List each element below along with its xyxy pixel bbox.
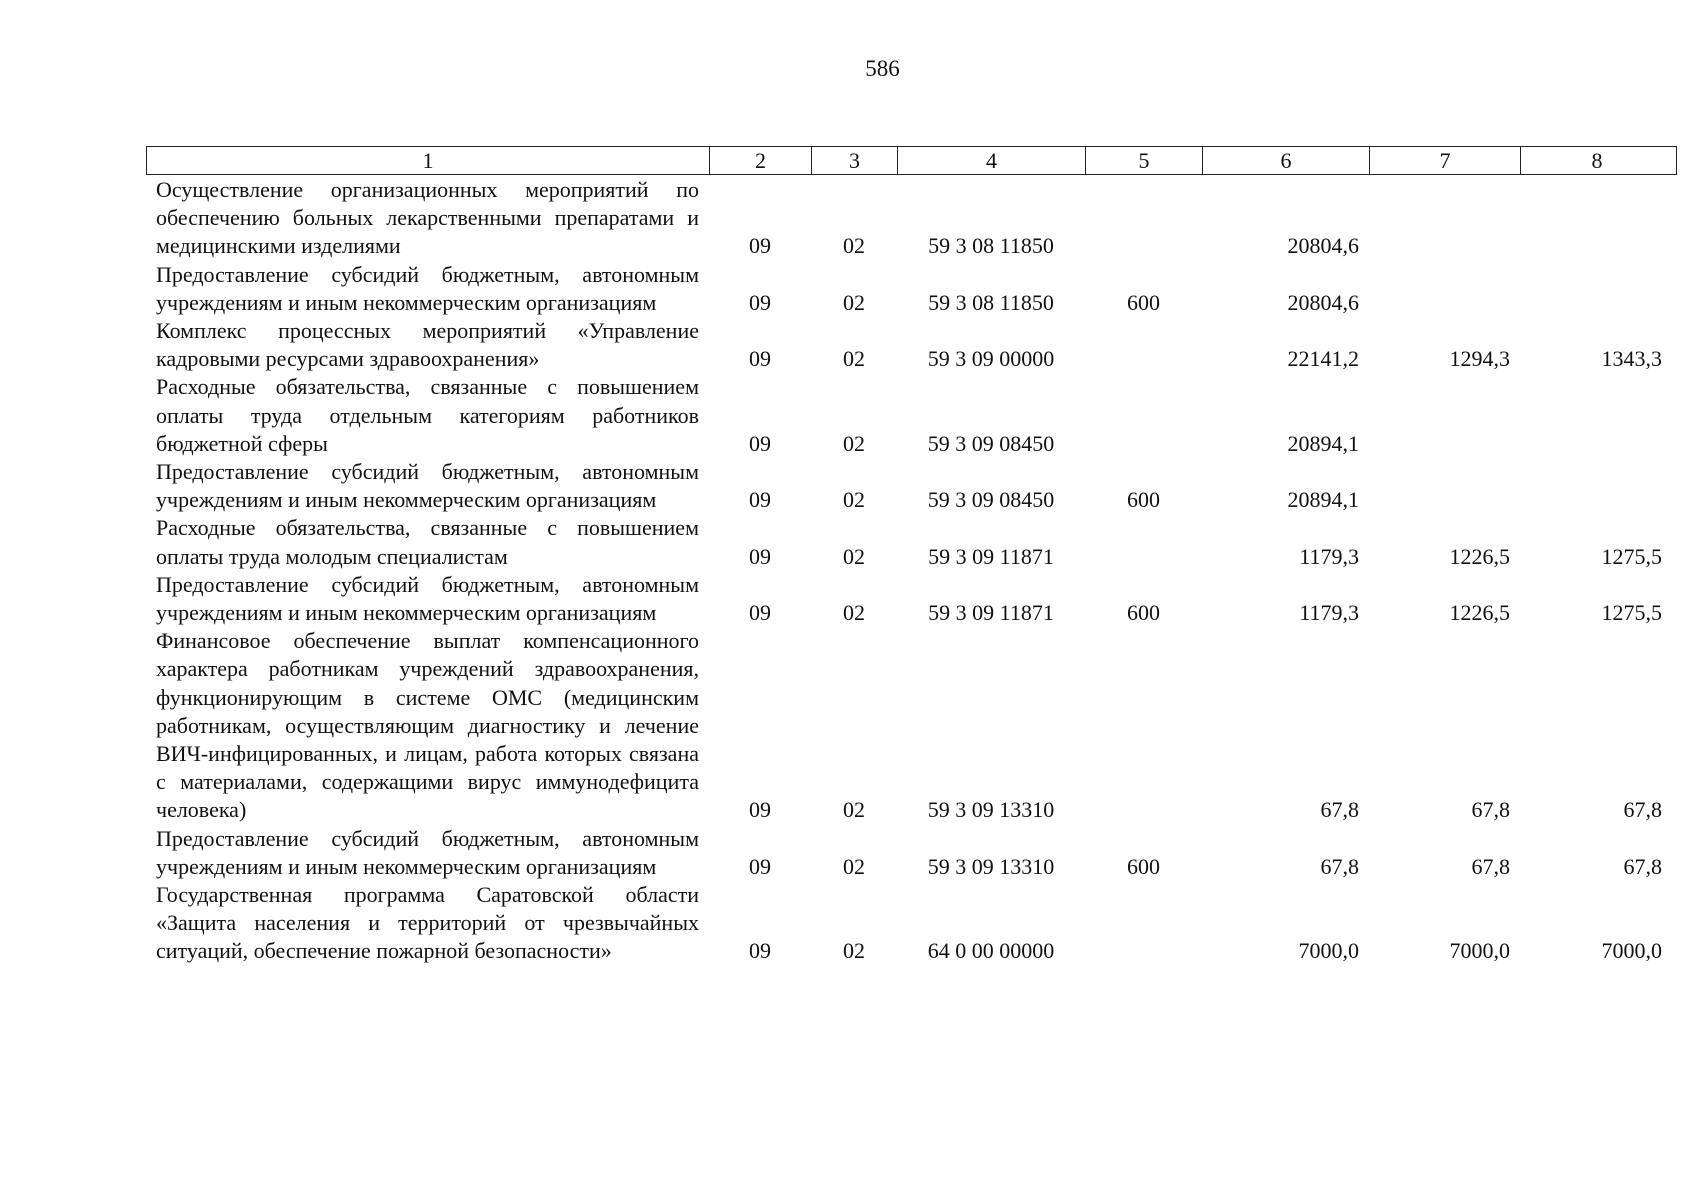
header-col-8: 8 xyxy=(1591,148,1603,173)
row-col-4: 59 3 08 11850 xyxy=(928,233,1054,259)
row-col-5: 600 xyxy=(1127,289,1160,315)
header-col-2: 2 xyxy=(710,147,812,174)
row-col-6: 20804,6 xyxy=(1287,233,1359,259)
row-col-4: 59 3 09 08450 xyxy=(927,430,1055,456)
row-col-8: 1343,3 xyxy=(1601,346,1662,372)
row-col-6: 22141,2 xyxy=(1287,346,1359,372)
table-row xyxy=(146,373,1677,458)
row-col-3: 02 xyxy=(843,233,865,259)
row-col-8: 67,8 xyxy=(1623,853,1662,879)
header-col-4: 4 xyxy=(898,147,1086,174)
row-col-3: 02 xyxy=(843,430,865,456)
table-row xyxy=(146,176,1677,261)
header-col-1: 1 xyxy=(147,147,710,174)
row-col-2: 09 xyxy=(749,797,771,823)
table-row xyxy=(146,881,1677,966)
row-col-2: 09 xyxy=(749,346,771,372)
row-name: Финансовое обеспечение выплат компенсационного характера работникам учреждений здравоохранения, функционирующим в системе ОМС (медицинским работникам, осуществляющим диагностику и лечение ВИЧ-инфицированных, и лицам, работа которых связана с материалами, содержащими вирус иммунодефицита человека) xyxy=(156,628,699,823)
row-col-7: 1226,5 xyxy=(1449,600,1510,626)
row-col-6: 67,8 xyxy=(1320,797,1359,823)
row-col-4: 59 3 09 11871 xyxy=(928,543,1054,569)
row-col-3: 02 xyxy=(843,289,865,315)
row-col-3: 02 xyxy=(843,487,865,513)
table-row xyxy=(146,458,1677,514)
row-name: Расходные обязательства, связанные с повышением оплаты труда молодым специалистам xyxy=(156,515,699,569)
table-row xyxy=(146,261,1677,317)
row-col-8: 67,8 xyxy=(1623,797,1662,823)
row-col-6: 20894,1 xyxy=(1287,430,1359,456)
row-col-3: 02 xyxy=(843,600,865,626)
row-col-3: 02 xyxy=(843,938,865,964)
row-col-8: 1275,5 xyxy=(1601,600,1662,626)
row-col-2: 09 xyxy=(749,600,771,626)
row-col-6: 7000,0 xyxy=(1298,938,1359,964)
row-col-3: 02 xyxy=(843,346,865,372)
table-header xyxy=(146,146,1677,175)
header-col-3: 3 xyxy=(812,147,898,174)
row-name: Комплекс процессных мероприятий «Управление кадровыми ресурсами здравоохранения» xyxy=(156,318,699,372)
row-col-2: 09 xyxy=(749,543,771,569)
row-col-4: 64 0 00 00000 xyxy=(927,938,1055,964)
row-col-5: 600 xyxy=(1127,600,1160,626)
row-col-7: 67,8 xyxy=(1471,797,1510,823)
row-name: Осуществление организационных мероприятий по обеспечению больных лекарственными препаратами и медицинскими изделиями xyxy=(156,177,699,259)
header-col-6: 6 xyxy=(1203,147,1370,174)
row-col-7: 1226,5 xyxy=(1449,543,1510,569)
row-col-7: 67,8 xyxy=(1471,853,1510,879)
row-col-7: 1294,3 xyxy=(1449,346,1510,372)
row-col-4: 59 3 09 00000 xyxy=(927,346,1055,372)
row-col-6: 67,8 xyxy=(1320,853,1359,879)
row-col-8: 1275,5 xyxy=(1601,543,1662,569)
row-col-3: 02 xyxy=(843,797,865,823)
row-col-5: 600 xyxy=(1127,487,1160,513)
row-col-2: 09 xyxy=(749,289,771,315)
row-col-2: 09 xyxy=(749,430,771,456)
table-row xyxy=(146,627,1677,824)
row-name: Предоставление субсидий бюджетным, автономным учреждениям и иным некоммерческим организациям xyxy=(156,825,699,879)
table-body xyxy=(146,176,1677,966)
row-col-8: 7000,0 xyxy=(1601,938,1662,964)
row-name: Предоставление субсидий бюджетным, автономным учреждениям и иным некоммерческим организациям xyxy=(156,459,699,513)
row-col-3: 02 xyxy=(843,543,865,569)
header-col-7: 7 xyxy=(1370,147,1521,174)
row-col-3: 02 xyxy=(843,853,865,879)
table-row xyxy=(146,571,1677,627)
row-col-6: 1179,3 xyxy=(1299,600,1359,626)
row-col-4: 59 3 09 13310 xyxy=(927,853,1055,879)
row-col-7: 7000,0 xyxy=(1449,938,1510,964)
table-row xyxy=(146,317,1677,373)
row-col-2: 09 xyxy=(749,938,771,964)
row-col-4: 59 3 09 11871 xyxy=(928,600,1054,626)
row-col-2: 09 xyxy=(749,233,771,259)
row-col-5: 600 xyxy=(1127,853,1160,879)
row-col-4: 59 3 09 13310 xyxy=(927,797,1055,823)
header-col-5: 5 xyxy=(1086,147,1203,174)
row-name: Расходные обязательства, связанные с повышением оплаты труда отдельным категориям работников бюджетной сферы xyxy=(156,374,699,456)
row-col-4: 59 3 08 11850 xyxy=(928,289,1054,315)
page-number: 586 xyxy=(865,56,900,81)
row-name: Государственная программа Саратовской области «Защита населения и территорий от чрезвычайных ситуаций, обеспечение пожарной безопасности» xyxy=(156,882,699,964)
table-row xyxy=(146,514,1677,570)
row-name: Предоставление субсидий бюджетным, автономным учреждениям и иным некоммерческим организациям xyxy=(156,571,699,626)
row-col-4: 59 3 09 08450 xyxy=(927,487,1055,513)
row-col-6: 1179,3 xyxy=(1299,543,1359,569)
row-col-6: 20804,6 xyxy=(1287,289,1359,315)
row-col-2: 09 xyxy=(749,853,771,879)
row-col-2: 09 xyxy=(749,487,771,513)
row-col-6: 20894,1 xyxy=(1287,487,1359,513)
row-name: Предоставление субсидий бюджетным, автономным учреждениям и иным некоммерческим организациям xyxy=(156,261,699,315)
table-row xyxy=(146,825,1677,881)
